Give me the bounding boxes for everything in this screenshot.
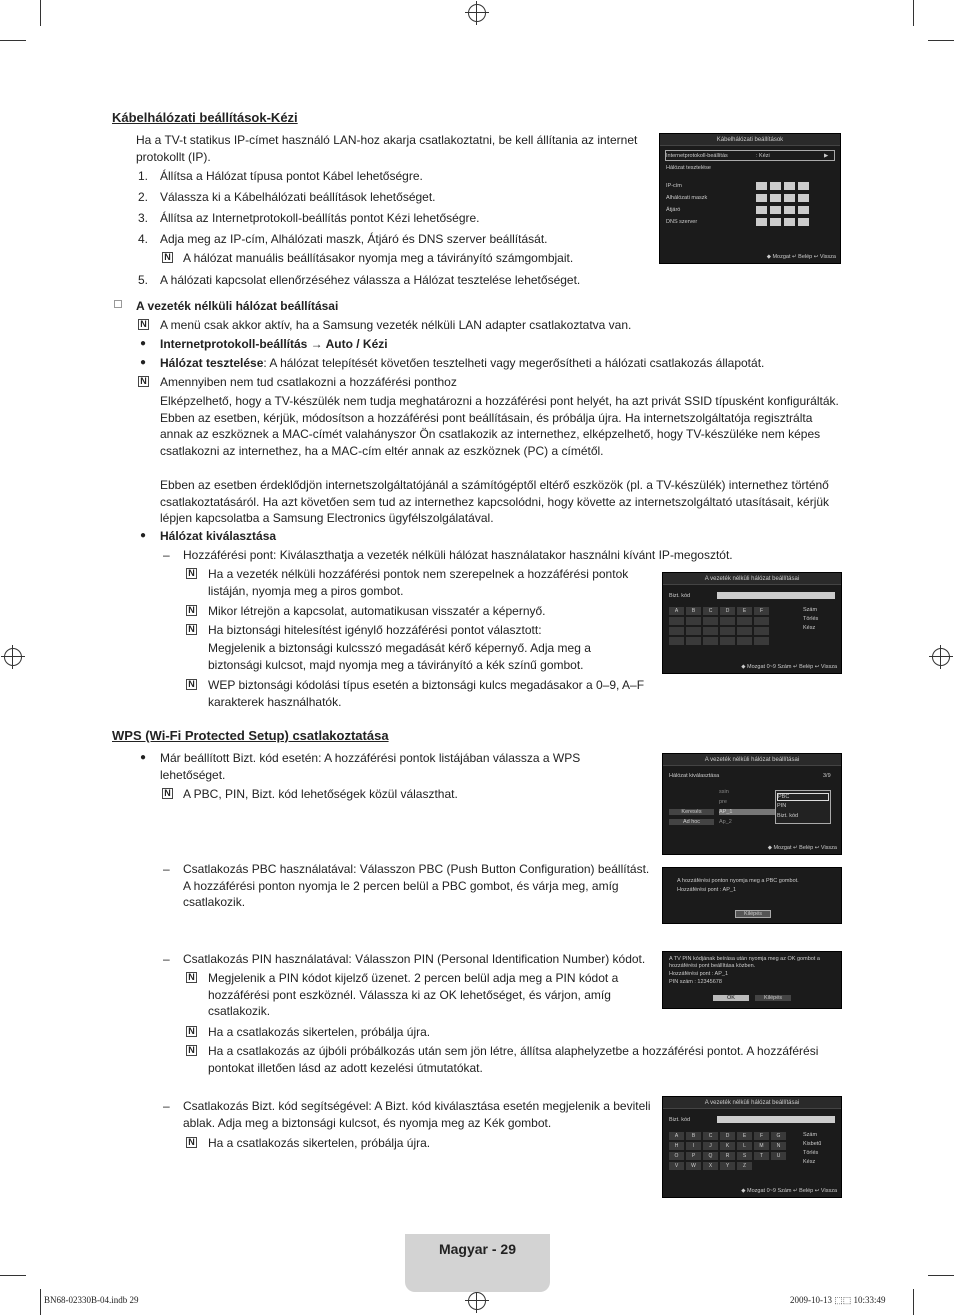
pin-line-2: Hozzáférési pont : AP_1	[669, 971, 729, 977]
note-icon: N	[186, 605, 197, 616]
key[interactable]: S	[737, 1152, 752, 1160]
step-2: Válassza ki a Kábelhálózati beállítások lehetőséget.	[160, 190, 436, 204]
wireless-bullet-3: Hálózat kiválasztása	[160, 529, 277, 543]
key[interactable]: C	[703, 607, 718, 615]
bullet-icon: ●	[140, 752, 147, 763]
popup-key[interactable]: Bizt. kód	[777, 813, 799, 819]
panel-footer: ◆ Mozgat 0~9 Szám ↵ Belép ↩ Vissza	[741, 1188, 837, 1194]
note-icon: N	[186, 972, 197, 983]
wireless-note-1: A menü csak akkor aktív, ha a Samsung vezeték nélküli LAN adapter csatlakoztatva van.	[160, 318, 632, 332]
adhoc-button[interactable]: Ad hoc	[669, 819, 714, 825]
pin-line-1: A TV PIN kódjának beírása után nyomja meg az OK gombot a hozzáférési pont beállítása közben.	[669, 956, 820, 969]
key[interactable]: V	[669, 1162, 684, 1170]
key[interactable]: A	[669, 1132, 684, 1140]
wps-pin-note-3: Ha a csatlakozás az újbóli próbálkozás után sem jön létre, állítsa alaphelyzetbe a hozzáférési pontot. A hozzáférési pontokat illetően lásd az adott kezelési útmutatókat.	[208, 1044, 819, 1075]
step-4-num: 4.	[138, 232, 149, 246]
legend-number: Szám	[803, 607, 818, 613]
cable-settings-panel	[659, 133, 841, 264]
registration-mark-left	[4, 648, 22, 666]
note-icon: N	[186, 568, 197, 579]
key[interactable]: J	[703, 1142, 718, 1150]
key[interactable]: K	[720, 1142, 735, 1150]
panel-footer: ◆ Mozgat ↵ Belép ↩ Vissza	[766, 254, 836, 260]
page-number: Magyar - 29	[438, 1241, 517, 1257]
key-input[interactable]	[717, 592, 835, 599]
note-icon: N	[162, 788, 173, 799]
step-1-num: 1.	[138, 169, 149, 183]
key[interactable]: W	[686, 1162, 701, 1170]
registration-mark-top	[468, 4, 486, 22]
key[interactable]: Q	[703, 1152, 718, 1160]
panel-footer: ◆ Mozgat 0~9 Szám ↵ Belép ↩ Vissza	[741, 664, 837, 670]
key[interactable]: E	[737, 607, 752, 615]
pbc-panel	[662, 867, 842, 924]
legend-lowercase: Kisbetű	[803, 1141, 822, 1147]
ip-setting-label: Internetprotokoll-beállítás	[666, 153, 728, 159]
intro-text: Ha a TV-t statikus IP-címet használó LAN-hoz akarja csatlakoztatni, be kell állítania az internet protokollt (IP).	[136, 133, 638, 164]
note-icon: N	[186, 1026, 197, 1037]
panel-title: A vezeték nélküli hálózat beállításai	[663, 754, 841, 766]
square-bullet-icon	[114, 300, 122, 308]
key[interactable]: C	[703, 1132, 718, 1140]
field-mask: Alhálózati maszk	[666, 195, 708, 201]
key[interactable]: R	[720, 1152, 735, 1160]
network-count: 3/9	[823, 773, 831, 779]
wireless-note-6: WEP biztonsági kódolási típus esetén a biztonsági kulcs megadásakor a 0–9, A–F karakterek használhatók.	[208, 678, 645, 709]
wireless-bullet-1: Internetprotokoll-beállítás → Auto / Kézi	[160, 337, 388, 351]
wps-pbc-text: Csatlakozás PBC használatával: Válasszon PBC (Push Button Configuration) beállítást. A hozzáférési ponton nyomja le 2 percen belül a PBC gombot, és várja meg, amíg csatlakozik.	[183, 862, 650, 909]
key[interactable]: X	[703, 1162, 718, 1170]
wireless-heading: A vezeték nélküli hálózat beállításai	[136, 299, 339, 313]
key[interactable]: F	[754, 607, 769, 615]
key-label: Bizt. kód	[669, 1117, 691, 1123]
note-icon: N	[186, 1045, 197, 1056]
popup-pbc[interactable]: PBC	[777, 793, 829, 801]
legend-delete: Törlés	[803, 616, 819, 622]
key[interactable]: Y	[720, 1162, 735, 1170]
note-icon: N	[186, 1137, 197, 1148]
pbc-line-1: A hozzáférési ponton nyomja meg a PBC gombot.	[677, 878, 799, 884]
pin-line-3: PIN szám : 12345678	[669, 979, 722, 985]
key-input[interactable]	[717, 1116, 835, 1123]
key[interactable]: D	[720, 1132, 735, 1140]
exit-button[interactable]: Kilépés	[755, 995, 791, 1001]
key[interactable]: T	[754, 1152, 769, 1160]
network-select-panel	[662, 753, 842, 855]
field-ip: IP-cím	[666, 183, 682, 189]
exit-button[interactable]: Kilépés	[735, 910, 771, 918]
step-5-num: 5.	[138, 273, 149, 287]
note-icon: N	[138, 319, 149, 330]
bullet-icon: ●	[140, 338, 147, 349]
key[interactable]: F	[754, 1132, 769, 1140]
dash: –	[163, 548, 170, 562]
key[interactable]: H	[669, 1142, 684, 1150]
key[interactable]: M	[754, 1142, 769, 1150]
key[interactable]: B	[686, 1132, 701, 1140]
access-point-text: Hozzáférési pont: Kiválaszthatja a vezeték nélküli hálózat használatakor használni kívánt IP-megosztót.	[183, 548, 733, 562]
arrow-right-icon: ▶	[824, 153, 829, 159]
bullet-icon: ●	[140, 357, 147, 368]
dash: –	[163, 952, 170, 966]
registration-mark-right	[932, 648, 950, 666]
step-3-num: 3.	[138, 211, 149, 225]
note-icon: N	[186, 624, 197, 635]
legend-number: Szám	[803, 1132, 818, 1138]
step-4: Adja meg az IP-cím, Alhálózati maszk, Átjáró és DNS szerver beállítását.	[160, 232, 548, 246]
wps-pin-note-1: Megjelenik a PIN kódot kijelző üzenet. 2 percen belül adja meg a PIN kódot a hozzáférési pont eszköznél. Válassza ki az OK lehetőséget, és várjon, amíg csatlakozik.	[208, 971, 619, 1018]
key[interactable]: L	[737, 1142, 752, 1150]
pbc-line-2: Hozzáférési pont : AP_1	[677, 887, 737, 893]
ap-item[interactable]: AP_1	[719, 809, 775, 815]
field-dns: DNS szerver	[666, 219, 698, 225]
section-title-wps: WPS (Wi-Fi Protected Setup) csatlakoztatása	[112, 728, 389, 743]
footer-date: 2009-10-13 ⬚⬚ 10:33:49	[790, 1295, 886, 1305]
step-5: A hálózati kapcsolat ellenőrzéséhez válassza a Hálózat tesztelése lehetőséget.	[160, 273, 581, 287]
footer-file: BN68-02330B-04.indb 29	[44, 1295, 139, 1305]
panel-title: Kábelhálózati beállítások	[660, 134, 840, 146]
wireless-bullet-2: Hálózat tesztelése: A hálózat telepítését követően tesztelheti vagy megerősítheti a hálózati csatlakozás állapotát.	[160, 356, 765, 370]
wps-pin-note-2: Ha a csatlakozás sikertelen, próbálja újra.	[208, 1025, 431, 1039]
network-select-label: Hálózat kiválasztása	[669, 773, 720, 779]
wireless-note-4: Mikor létrejön a kapcsolat, automatikusan visszatér a képernyő.	[208, 604, 546, 618]
security-key-panel	[662, 572, 842, 674]
wireless-note-5: Ha biztonsági hitelesítést igénylő hozzáférési pontot választott:	[208, 623, 542, 637]
section-title-cable: Kábelhálózati beállítások-Kézi	[112, 110, 298, 125]
key[interactable]: N	[771, 1142, 786, 1150]
step-2-num: 2.	[138, 190, 149, 204]
wps-key-text: Csatlakozás Bizt. kód segítségével: A Bizt. kód kiválasztása esetén megjelenik a beviteli ablak. Adja meg a biztonsági kulcsot, és nyomja meg az Kék gombot.	[183, 1099, 651, 1130]
panel-title: A vezeték nélküli hálózat beállításai	[663, 1097, 841, 1109]
note-icon: N	[186, 679, 197, 690]
popup-pin[interactable]: PIN	[777, 803, 787, 809]
key[interactable]: Z	[737, 1162, 752, 1170]
key[interactable]: A	[669, 607, 684, 615]
registration-mark-bottom	[468, 1292, 486, 1310]
ap-item[interactable]: Ap_2	[719, 819, 732, 825]
wireless-note-5b: Megjelenik a biztonsági kulcsszó megadását kérő képernyő. Adja meg a biztonsági kulcsot, majd nyomja meg a távirányító a kék színű gombot.	[208, 641, 591, 672]
panel-footer: ◆ Mozgat ↵ Belép ↩ Vissza	[767, 845, 837, 851]
legend-done: Kész	[803, 625, 816, 631]
wps-pin-text: Csatlakozás PIN használatával: Válasszon PIN (Personal Identification Number) kódot.	[183, 952, 646, 966]
key[interactable]: B	[686, 607, 701, 615]
key[interactable]: U	[771, 1152, 786, 1160]
field-gateway: Átjáró	[666, 207, 681, 213]
wireless-para-2: Ebben az esetben érdeklődjön internetszolgáltatójánál a számítógéptől eltérő eszközök (pl. a TV-készülék) internethez történő csatlakoztatásáról. Ha azt követően sem tud az internethez kapcsolódni, hogy követte az internetszolgáltató utasításait, kérjük lépjen kapcsolatba a Samsung Electronics ügyfélszolgálatával.	[160, 478, 830, 525]
wireless-note-3: Ha a vezeték nélküli hozzáférési pontok nem szerepelnek a hozzáférési pontok listáján, nyomja meg a piros gombot.	[208, 567, 629, 598]
key[interactable]: I	[686, 1142, 701, 1150]
ip-setting-value: : Kézi	[756, 153, 770, 159]
key[interactable]: P	[686, 1152, 701, 1160]
step-4-note: A hálózat manuális beállításakor nyomja meg a távirányító számgombjait.	[183, 251, 574, 265]
search-button[interactable]: Keresés	[669, 809, 714, 815]
security-key-full-panel	[662, 1096, 842, 1198]
pin-panel	[662, 951, 842, 1009]
wps-bullet-1: Már beállított Bizt. kód esetén: A hozzáférési pontok listájában válassza a WPS lehetőséget.	[160, 751, 581, 782]
step-1: Állítsa a Hálózat típusa pontot Kábel lehetőségre.	[160, 169, 423, 183]
step-3: Állítsa az Internetprotokoll-beállítás pontot Kézi lehetőségre.	[160, 211, 480, 225]
ap-item[interactable]: pre	[719, 799, 727, 805]
ap-item[interactable]: ssin	[719, 789, 729, 795]
dash: –	[163, 862, 170, 876]
key-label: Bizt. kód	[669, 593, 691, 599]
key[interactable]: O	[669, 1152, 684, 1160]
key[interactable]: E	[737, 1132, 752, 1140]
note-icon: N	[138, 376, 149, 387]
network-test-item: Hálózat tesztelése	[666, 165, 711, 171]
wps-note-1: A PBC, PIN, Bizt. kód lehetőségek közül választhat.	[183, 787, 458, 801]
wps-key-note-1: Ha a csatlakozás sikertelen, próbálja újra.	[208, 1136, 431, 1150]
key[interactable]: D	[720, 607, 735, 615]
legend-delete: Törlés	[803, 1150, 819, 1156]
ok-button[interactable]: OK	[713, 995, 749, 1001]
key[interactable]: G	[771, 1132, 786, 1140]
dash: –	[163, 1099, 170, 1113]
bullet-icon: ●	[140, 530, 147, 541]
note-icon: N	[162, 252, 173, 263]
legend-done: Kész	[803, 1159, 816, 1165]
wireless-note-2: Amennyiben nem tud csatlakozni a hozzáférési ponthoz	[160, 375, 457, 389]
wireless-para-1: Elképzelhető, hogy a TV-készülék nem tudja meghatározni a hozzáférési pont helyét, ha azt privát SSID típusként konfigurálták. Ebben az esetben, kérjük, módosítson a hozzáférési pont beállításain, és próbálja újra. Ha internetszolgáltatója regisztrálta annak az eszköznek a MAC-címét valahányszor Ön csatlakozik az internethez, elképzelhető, hogy TV-készüléke nem képes csatlakozni az internethez, ha a MAC-cím eltér annak az eszköznek (PC) a címétől.	[160, 394, 839, 458]
panel-title: A vezeték nélküli hálózat beállításai	[663, 573, 841, 585]
